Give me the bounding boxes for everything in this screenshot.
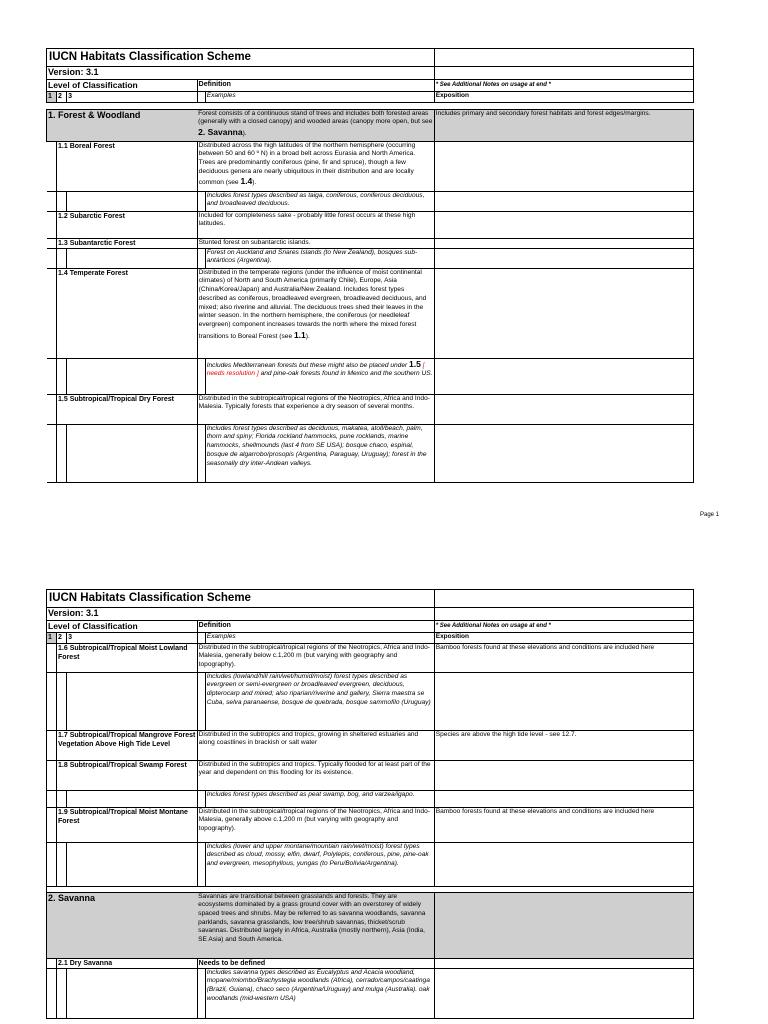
table-row xyxy=(47,248,694,268)
level-1-header: 1 xyxy=(47,92,57,102)
classification-table-1 xyxy=(46,48,694,483)
level-of-classification-header: Level of Classification xyxy=(47,621,198,633)
table-row xyxy=(47,643,694,672)
level-1-header: 1 xyxy=(47,633,57,643)
mangrove-forest-exposition: Species are above the high tide level - see 12.7. xyxy=(434,730,693,760)
sheet-title: IUCN Habitats Classification Scheme xyxy=(47,49,435,67)
level-3-header: 3 xyxy=(67,633,198,643)
additional-notes-header: * See Additional Notes on usage at end * xyxy=(434,621,693,633)
classification-table-2 xyxy=(46,589,694,1019)
table-row xyxy=(47,109,694,141)
table-row xyxy=(47,672,694,730)
exposition-header: Exposition xyxy=(434,633,693,643)
sheet-page-2 xyxy=(46,589,694,1019)
table-row xyxy=(47,842,694,886)
moist-lowland-forest-definition: Distributed in the subtropical/tropical regions of the Neotropics, Africa and Indo-Malesia, generally below c.1,200 m (but varying with geography and topography). xyxy=(197,643,434,672)
swamp-forest-examples: Includes forest types described as peat swamp, bog, and varzea/igapo. xyxy=(205,790,434,807)
mangrove-forest-label: 1.7 Subtropical/Tropical Mangrove Forest Vegetation Above High Tide Level xyxy=(57,730,198,760)
boreal-forest-examples: Includes forest types described as taiga, coniferous, coniferous deciduous, and broadleaved deciduous. xyxy=(205,191,434,211)
moist-lowland-forest-label: 1.6 Subtropical/Tropical Moist Lowland Forest xyxy=(57,643,198,672)
sheet-page-1 xyxy=(46,48,694,483)
table-row xyxy=(47,892,694,958)
table-row xyxy=(47,211,694,238)
table-row xyxy=(47,358,694,394)
subantarctic-forest-examples: Forest on Auckland and Snares Islands (to New Zealand), bosques sub-antárticos (Argentina). xyxy=(205,248,434,268)
definition-header: Definition xyxy=(197,621,434,633)
page-number: Page 1 xyxy=(700,512,720,518)
subarctic-forest-definition: Included for completeness sake - probably little forest occurs at these high latitudes. xyxy=(197,211,434,238)
moist-lowland-forest-exposition: Bamboo forests found at these elevations and conditions are included here xyxy=(434,643,693,672)
savanna-definition: Savannas are transitional between grasslands and forests. They are ecosystems dominated by a grass ground cover with an overstorey of widely spaced trees and shrubs. May be referred to as savanna woodlands, savanna parklands, savanna grasslands, low tree/shrub savannas, thicket/scrub savannas. Distributed largely in Africa, Australia (mostly northern), Asia (India, SE Asia) and South America. xyxy=(197,892,434,958)
table-row xyxy=(47,141,694,191)
temperate-forest-label: 1.4 Temperate Forest xyxy=(57,268,198,358)
exposition-header: Exposition xyxy=(434,92,693,102)
version-label: Version: 3.1 xyxy=(47,67,435,80)
montane-forest-examples: Includes (lower and upper montane/mountain rain/wet/moist) forest types described as cloud, mossy, elfin, dwarf, Polylepis, coniferous, pine, pine-oak and evergreen, mesophyllous, yungas (to Peru/Bolivia/Argentina). xyxy=(205,842,434,886)
category-forest-label: 1. Forest & Woodland xyxy=(48,109,141,120)
dry-forest-definition: Distributed in the subtropical/tropical regions of the Neotropics, Africa and Indo-Malesia. Typically forests that experience a dry season of several months. xyxy=(197,394,434,424)
montane-forest-label: 1.9 Subtropical/Tropical Moist Montane Forest xyxy=(57,807,198,842)
definition-header: Definition xyxy=(197,80,434,92)
needs-resolution-note: [ needs resolution ] xyxy=(206,361,425,378)
subantarctic-forest-definition: Stunted forest on subantarctic islands. xyxy=(197,238,434,248)
dry-savanna-examples: Includes savanna types described as Eucalyptus and Acacia woodland, mopane/miombo/Brachystegia woodlands (Africa), cerrado/campos/caatinga (Brazil, Guiana), chaco seco (Argentina/Uruguay) and mulga (Australia). oak woodlands (mid-western USA) xyxy=(205,968,434,1018)
category-savanna-label: 2. Savanna xyxy=(48,892,96,903)
table-row xyxy=(47,730,694,760)
moist-lowland-forest-examples: Includes (lowland/hill rain/wet/humid/moist) forest types described as evergreen or semi-evergreen or broadleaved evergreen, deciduous, dipterocarp and mixed; also riparian/riverine and gallery, Sierra maestra se Cuba, selva paranaense, bosque de quebrada, bosque sammofilo (Uruguay) xyxy=(205,672,434,730)
table-row xyxy=(47,191,694,211)
table-row xyxy=(47,394,694,424)
level-3-header: 3 xyxy=(67,92,198,102)
forest-definition: Forest consists of a continuous stand of trees and includes both forested areas (generally with a closed canopy) and wooded areas (canopy more open, but see 2. Savanna). xyxy=(197,109,434,141)
dry-savanna-definition: Needs to be defined xyxy=(197,958,434,968)
swamp-forest-definition: Distributed in the subtropics and tropics. Typically flooded for at least part of the year and dependent on this flooding for its existence. xyxy=(197,760,434,790)
table-row xyxy=(47,424,694,482)
level-2-header: 2 xyxy=(57,92,67,102)
examples-header: Examples xyxy=(205,92,434,102)
subarctic-forest-label: 1.2 Subarctic Forest xyxy=(57,211,198,238)
table-row xyxy=(47,268,694,358)
dry-forest-label: 1.5 Subtropical/Tropical Dry Forest xyxy=(57,394,198,424)
sheet-title: IUCN Habitats Classification Scheme xyxy=(47,590,435,608)
table-row xyxy=(47,760,694,790)
montane-forest-definition: Distributed in the subtropical/tropical regions of the Neotropics, Africa and Indo-Malesia, generally above c.1,200 m (but varying with geography and topography). xyxy=(197,807,434,842)
swamp-forest-label: 1.8 Subtropical/Tropical Swamp Forest xyxy=(57,760,198,790)
version-label: Version: 3.1 xyxy=(47,608,435,621)
table-row xyxy=(47,790,694,807)
table-row xyxy=(47,238,694,248)
boreal-forest-definition: Distributed across the high latitudes of the northern hemisphere (occurring between 50 and 60 º N) in a broad belt across Eurasia and North America. Trees are predominantly coniferous (pine, fir and spruce), though a few deciduous genera are nearly ubiquitous in their distribution and are locally common (see 1.4). xyxy=(197,141,434,191)
subantarctic-forest-label: 1.3 Subantarctic Forest xyxy=(57,238,198,248)
dry-savanna-label: 2.1 Dry Savanna xyxy=(57,958,198,968)
mangrove-forest-definition: Distributed in the subtropics and tropics, growing in sheltered estuaries and along coastlines in brackish or salt water xyxy=(197,730,434,760)
temperate-forest-definition: Distributed in the temperate regions (under the influence of moist continental climates) of North and South America (primarily Chile), Europe, Asia (China/Korea/Japan) and Australia/New Zealand. Includes forest types described as coniferous, broadleaved evergreen, broadleaved deciduous, and mixed; also riverine and alluvial. The deciduous trees shed their leaves in the winter season. In the northern hemisphere, the coniferous (or needleleaf evergreen) component increases towards the north where the mixed forest transitions to Boreal Forest (see 1.1). xyxy=(197,268,434,358)
table-row xyxy=(47,807,694,842)
temperate-forest-examples: Includes Mediterranean forests but these might also be placed under 1.5 [ needs resolution ] and pine-oak forests found in Mexico and the southern US. xyxy=(205,358,434,394)
forest-exposition: Includes primary and secondary forest habitats and forest edges/margins. xyxy=(434,109,693,141)
level-of-classification-header: Level of Classification xyxy=(47,80,198,92)
table-row xyxy=(47,968,694,1018)
dry-forest-examples: Includes forest types described as deciduous, makatea, atoll/beach, palm, thorn and spiny; Florida rockland hammocks, pune rocklands, marine hammocks, shellmounds (last 4 from SE USA); bosque chaco, espinal, bosque de algarrobo/prosopis (Argentina, Paraguay, Uruguay); forest in the seasonally dry inter-Andean valleys. xyxy=(205,424,434,482)
additional-notes-header: * See Additional Notes on usage at end * xyxy=(434,80,693,92)
table-row xyxy=(47,958,694,968)
level-2-header: 2 xyxy=(57,633,67,643)
examples-header: Examples xyxy=(205,633,434,643)
montane-forest-exposition: Bamboo forests found at these elevations and conditions are included here xyxy=(434,807,693,842)
boreal-forest-label: 1.1 Boreal Forest xyxy=(57,141,198,191)
